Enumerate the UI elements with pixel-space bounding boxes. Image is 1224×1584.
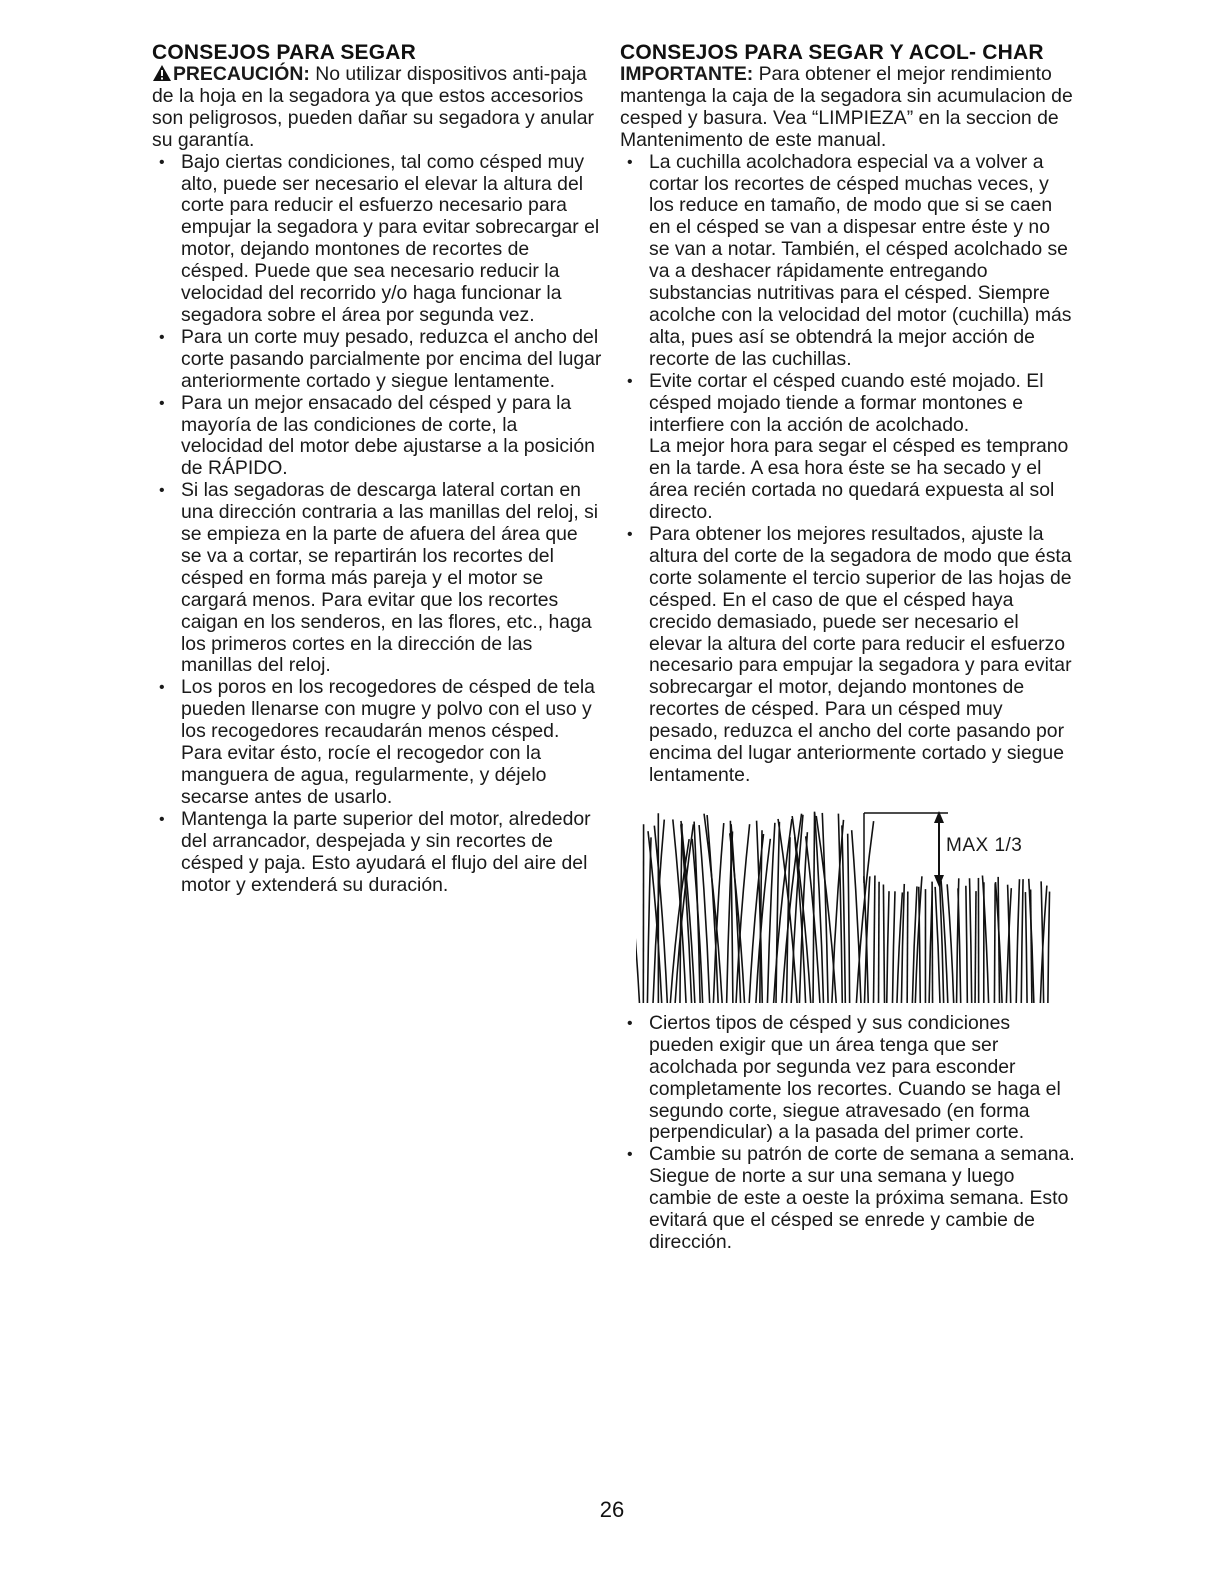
mulching-tips-list <box>620 152 1075 787</box>
grass-cut-height-figure <box>636 805 1056 1005</box>
caution-text: No utilizar dispositivos anti-paja de la hoja en la segadora ya que estos accesorios son peligrosos, pueden dañar su segadora y anular su garantía. <box>152 63 594 151</box>
grass-blade <box>892 891 894 1003</box>
right-column <box>620 42 1075 1254</box>
grass-blade <box>879 882 880 1003</box>
list-item: • La cuchilla acolchadora especial va a volver a cortar los recortes de césped muchas veces, y los reduce en tamaño, de modo que si se caen en el césped se van a dispesar entre éste y no se van a notar. También, el césped acolchado se va a deshacer rápidamente entregando substancias nutritivas para el césped. Siempre acolche con la velocidad del motor (cuchilla) más alta, pues así se obtendrá la mejor acción de recorte de las cuchillas. <box>620 152 1075 371</box>
page-number: 26 <box>599 1497 625 1522</box>
section-title-mulching-tips: CONSEJOS PARA SEGAR Y ACOL- CHAR <box>620 41 1044 64</box>
list-item: • Si las segadoras de descarga lateral cortan en una dirección contraria a las manillas del reloj, si se empieza en la parte de afuera del área que se va a cortar, se repartirán los recortes del césped en forma más pareja y el motor se cargará menos. Para evitar que los recortes caigan en los senderos, en las flores, etc., haga los primeros cortes en la dirección de las manillas del reloj. <box>152 480 602 677</box>
grass-blade <box>1021 879 1023 1003</box>
grass-blade <box>887 891 889 1003</box>
list-item: • Mantenga la parte superior del motor, alrededor del arrancador, despejada y sin recortes de césped y paja. Esto ayudará el flujo del aire del motor y extenderá su duración. <box>152 809 602 897</box>
grass-blade <box>874 875 875 1002</box>
caution-label: PRECAUCIÓN: <box>173 63 310 85</box>
grass-blade <box>970 878 972 1003</box>
grass-blade <box>966 886 967 1003</box>
list-item: • Para un mejor ensacado del césped y para la mayoría de las condiciones de corte, la velocidad del motor debe ajustarse a la posición de RÁPIDO. <box>152 393 602 481</box>
mowing-tips-list <box>152 152 602 897</box>
grass-blade <box>776 822 779 1003</box>
grass-blade <box>852 830 861 1003</box>
grass-blade <box>907 891 908 1003</box>
list-item: • Para obtener los mejores resultados, ajuste la altura del corte de la segadora de modo que ésta corte solamente el tercio superior de las hojas de césped. En el caso de que el césped haya crecido demasiado, puede ser necesario el elevar la altura del corte para reducir el esfuerzo necesario para empujar la segadora y para evitar sobrecargar el motor, dejando montones de recortes de césped. Para un césped muy pesado, reduzca el ancho del corte pasando por encima del lugar anteriormente cortado y siegue lentamente. <box>620 524 1075 787</box>
list-item <box>620 371 1075 524</box>
list-item: • Los poros en los recogedores de césped de tela pueden llenarse con mugre y polvo con el uso y los recogedores recaudarán menos césped. Para evitar ésto, rocíe el recogedor con la manguera de agua, regularmente, y déjelo secarse antes de usarlo. <box>152 677 602 808</box>
grass-blade <box>883 884 884 1002</box>
grass-blade <box>1016 879 1019 1003</box>
section-title-mowing-tips: CONSEJOS PARA SEGAR <box>152 41 417 64</box>
important-paragraph <box>620 64 1075 152</box>
grass-blade <box>1048 891 1050 1002</box>
grass-blade <box>647 837 651 1003</box>
important-label: IMPORTANTE: <box>620 63 754 85</box>
max-one-third-label: MAX 1/3 <box>946 834 1023 856</box>
mulching-tips-list-continued <box>620 1013 1075 1254</box>
grass-blade <box>994 883 995 1003</box>
left-column <box>152 42 602 896</box>
important-text: Para obtener el mejor rendimiento mantenga la caja de la segadora sin acumulacion de cesped y basura. Vea “LIMPIEZA” en la seccion de Mantenimento de este manual. <box>620 63 1073 151</box>
list-item: • Cambie su patrón de corte de semana a semana. Siegue de norte a sur una semana y luego cambie de este a oeste la próxima semana. Esto evitará que el césped se enrede y cambie de dirección. <box>620 1144 1075 1254</box>
grass-blade <box>1025 892 1027 1003</box>
grass-blade <box>935 887 940 1003</box>
grass-blade <box>848 834 850 1003</box>
caution-lead <box>152 63 310 85</box>
list-item: • Para un corte muy pesado, reduzca el ancho del corte pasando parcialmente por encima del lugar anteriormente cortado y siegue lentamente. <box>152 327 602 393</box>
grass-blade <box>947 884 954 1003</box>
wet-grass-note: La mejor hora para segar el césped es temprano en la tarde. A esa hora éste se ha secado y el área recién cortada no quedará expuesta al sol directo. <box>649 435 1069 524</box>
grass-blade <box>958 888 961 1003</box>
wet-grass-text: Evite cortar el césped cuando esté mojado. El césped mojado tiende a formar montones e interfiere con la acción de acolchado. <box>649 369 1044 436</box>
grass-blade <box>636 828 639 1003</box>
arrow-down-icon <box>934 875 944 887</box>
grass-blade <box>975 891 976 1003</box>
caution-paragraph <box>152 64 602 152</box>
warning-triangle-icon <box>152 64 172 82</box>
list-item: • Ciertos tipos de césped y sus condiciones pueden exigir que un área tenga que ser acolchada por segunda vez para esconder completamente los recortes. Cuando se haga el segundo corte, siegue atravesado (en forma perpendicular) a la pasada del primer corte. <box>620 1013 1075 1144</box>
list-item: • Bajo ciertas condiciones, tal como césped muy alto, puede ser necesario el elevar la altura del corte para reducir el esfuerzo necesario para empujar la segadora y para evitar sobrecargar el motor, dejando montones de recortes de césped. Puede que sea necesario reducir la velocidad del recorrido y/o haga funcionar la segadora sobre el área por segunda vez. <box>152 152 602 327</box>
